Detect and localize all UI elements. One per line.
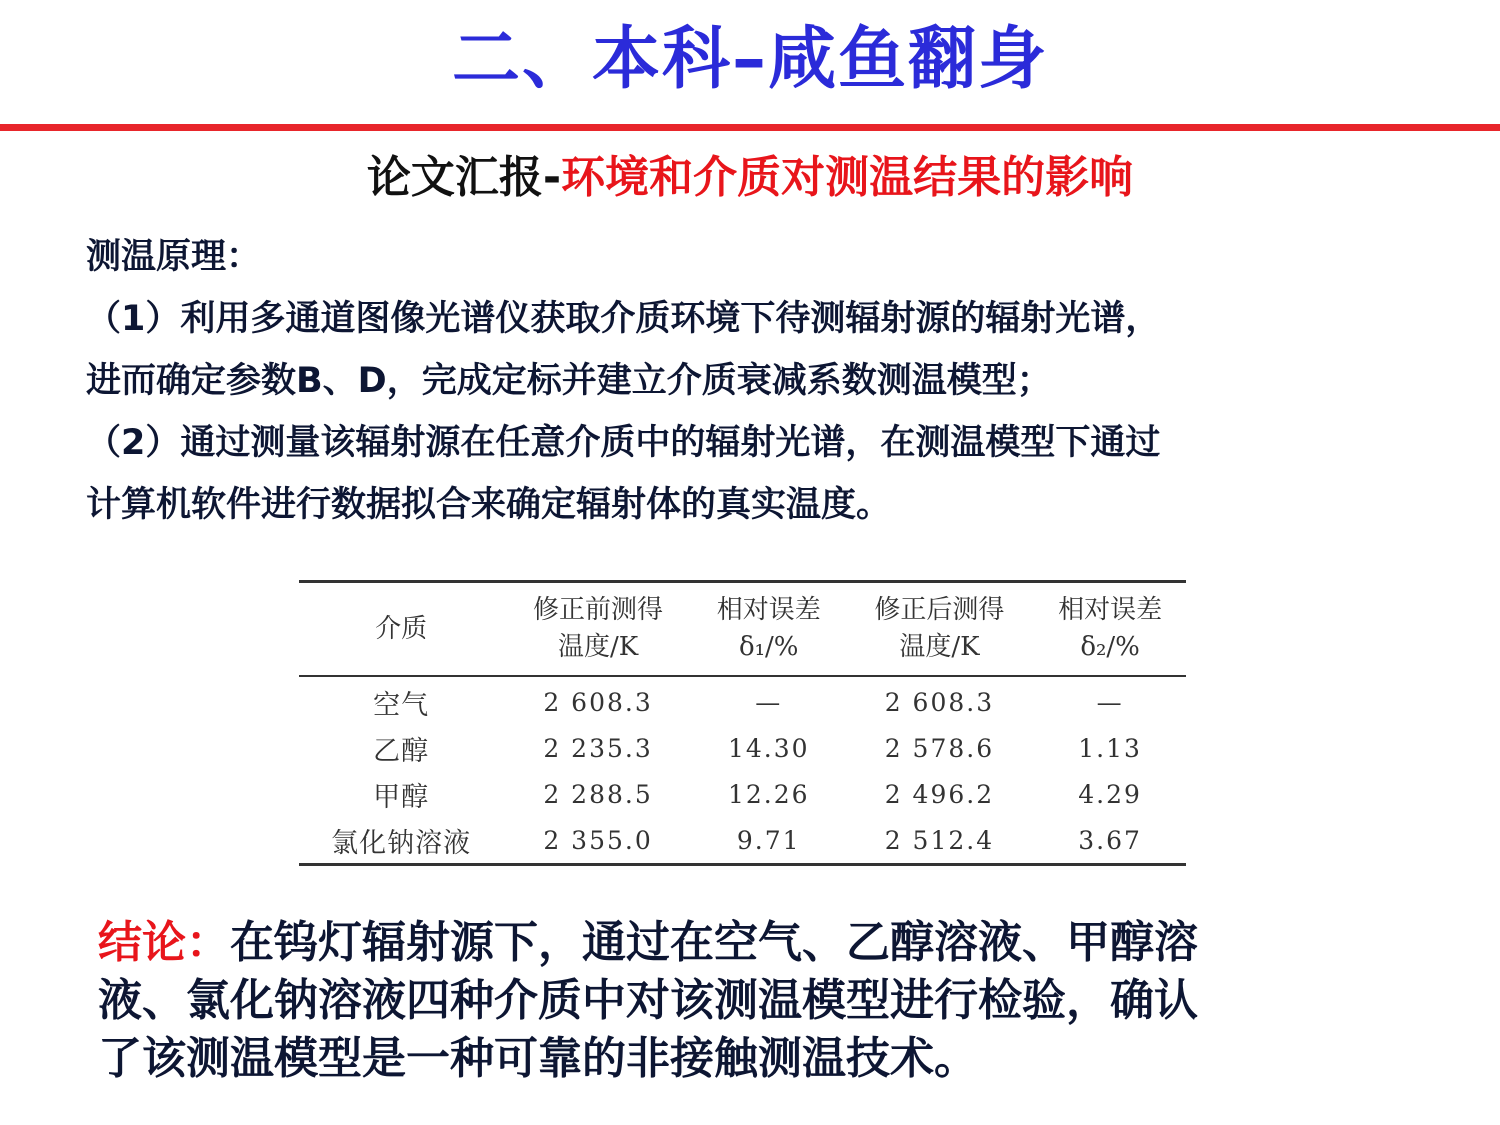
header-error-1 [693,582,845,677]
cell-error-1: — [755,687,783,717]
header-line: 介质 [375,613,428,644]
conclusion-label: 结论： [98,917,230,968]
conclusion-line [98,914,1418,972]
principle-line: （2）通过测量该辐射源在任意介质中的辐射光谱，在测温模型下通过 [86,423,1161,463]
cell-error-1: 9.71 [736,825,801,855]
table-row [299,771,1186,817]
header-error-2 [1034,582,1186,677]
slide-title: 二、本科–咸鱼翻身 [451,20,1048,99]
cell-before-temp: 2 608.3 [543,687,653,717]
cell-medium: 乙醇 [373,735,430,767]
conclusion-text: 在钨灯辐射源下，通过在空气、乙醇溶液、甲醇溶 [230,917,1198,968]
slide-subtitle [0,148,1500,208]
header-line: 相对误差 [716,595,821,625]
cell-before-temp: 2 235.3 [543,733,653,763]
cell-error-2: — [1096,687,1124,717]
header-medium [299,582,503,677]
principle-section [86,226,1416,536]
cell-medium: 甲醇 [373,781,430,813]
header-line: 修正前测得 [533,595,664,625]
cell-error-2: 1.13 [1078,733,1142,763]
cell-before-temp: 2 355.0 [543,825,653,855]
subtitle-highlight: 环境和介质对测温结果的影响 [561,152,1134,203]
cell-after-temp: 2 578.6 [884,733,995,763]
cell-before-temp: 2 288.5 [543,779,653,809]
header-line: 温度/K [557,632,639,662]
subtitle-prefix: 论文汇报- [366,152,562,203]
conclusion-line: 液、氯化钠溶液四种介质中对该测温模型进行检验，确认 [98,975,1198,1026]
title-divider [0,124,1500,131]
header-line: 相对误差 [1058,595,1163,625]
principle-line: （1）利用多通道图像光谱仪获取介质环境下待测辐射源的辐射光谱， [86,299,1161,339]
table-header-row [299,582,1186,677]
header-before-temp [503,582,693,677]
cell-after-temp: 2 512.4 [884,825,995,855]
principle-line: 进而确定参数B、D，完成定标并建立介质衰减系数测温模型； [86,361,1052,401]
header-line: 修正后测得 [874,595,1005,625]
principle-heading: 测温原理： [86,237,262,277]
table-row [299,725,1186,771]
cell-after-temp: 2 608.3 [884,687,995,717]
header-line: δ₁/% [738,632,799,662]
cell-error-1: 14.30 [727,733,810,763]
principle-line: 计算机软件进行数据拟合来确定辐射体的真实温度。 [86,485,892,525]
results-table [299,580,1186,866]
header-line: δ₂/% [1080,632,1140,662]
cell-after-temp: 2 496.2 [884,779,995,809]
conclusion-section [98,914,1418,1088]
cell-medium: 空气 [373,689,430,721]
cell-error-1: 12.26 [727,779,810,809]
table-row [299,676,1186,725]
header-line: 温度/K [899,632,980,662]
cell-error-2: 3.67 [1078,825,1142,855]
conclusion-line: 了该测温模型是一种可靠的非接触测温技术。 [98,1033,978,1084]
table-row [299,817,1186,865]
header-after-temp [845,582,1035,677]
cell-medium: 氯化钠溶液 [331,827,472,859]
cell-error-2: 4.29 [1078,779,1142,809]
